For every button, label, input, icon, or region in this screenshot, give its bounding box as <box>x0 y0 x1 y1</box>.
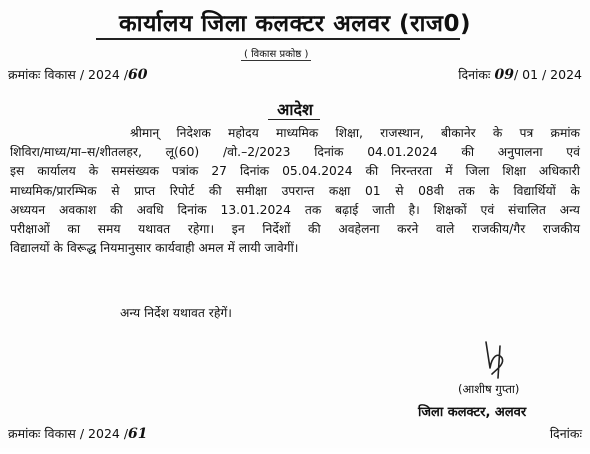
order-body-word: 05.04.2024 <box>282 164 353 179</box>
order-body-word: की <box>308 222 321 237</box>
title-underline <box>96 38 460 40</box>
order-body-word: संचालित <box>508 202 546 217</box>
date-day-handwritten: 09 <box>494 67 514 83</box>
reference-row-top <box>8 66 582 83</box>
order-body-line <box>10 143 580 162</box>
order-body-word: शिक्षा, <box>335 126 363 140</box>
order-heading: आदेश <box>277 100 313 119</box>
order-heading-underline <box>268 119 320 120</box>
order-body-word: के <box>489 183 499 198</box>
order-body-word: इन <box>231 222 245 237</box>
date-month-year: / 01 / 2024 <box>513 67 582 82</box>
order-body-word: में <box>445 164 453 179</box>
order-body-word: यथावत <box>138 222 171 237</box>
order-body-word: माध्यमिक/प्रारम्भिक <box>10 183 97 198</box>
order-body-word: करने <box>397 222 419 237</box>
order-body-word: अवधि <box>136 202 164 217</box>
reference-number-bottom <box>8 425 148 442</box>
order-body-word: निदेशक <box>176 126 211 140</box>
order-body-word: की <box>208 183 222 198</box>
office-title: कार्यालय जिला कलक्टर अलवर (राज0) <box>118 11 472 37</box>
date-label: दिनांकः <box>458 67 491 82</box>
order-body-word: दिनांक <box>177 202 207 217</box>
order-closing: अन्य निर्देश यथावत रहेगें। <box>120 306 232 320</box>
order-body-word: प्राप्त <box>134 183 156 198</box>
order-body-word: श्रीमान् <box>130 126 160 140</box>
order-body-word: माध्यमिक <box>275 126 319 140</box>
order-body-word: 27 <box>211 164 227 179</box>
order-body-word: एवं <box>566 145 580 160</box>
order-body-word: 01 <box>364 183 381 198</box>
order-body-word: इस <box>10 164 25 179</box>
order-body-word: महोदय <box>228 126 259 140</box>
order-body-word: 04.01.2024 <box>367 145 438 160</box>
order-body-word: से <box>395 183 404 198</box>
order-body-line <box>10 124 580 143</box>
order-body-word: शिक्षकों <box>433 202 467 217</box>
order-body-word: की <box>365 164 379 179</box>
order-body-word: तक <box>458 183 475 198</box>
order-body-word: रहेगा। <box>187 222 215 237</box>
order-body-word: पत्रांक <box>171 164 199 179</box>
order-body-word: अन्य <box>559 202 580 217</box>
order-body-word: परीक्षाओं <box>10 222 50 237</box>
reference-number-handwritten: 60 <box>128 67 148 83</box>
reference-number <box>8 66 148 83</box>
order-body-line <box>10 201 580 220</box>
order-body-word: लू(60) <box>165 145 200 160</box>
order-body-word: रिपोर्ट <box>169 183 195 198</box>
signature-mark <box>478 338 518 382</box>
order-body-word: दिनांक <box>314 145 344 160</box>
order-body-word: 13.01.2024 <box>220 202 291 217</box>
order-body-word: निर्देशों <box>262 222 291 237</box>
order-body-word: निरन्तरता <box>391 164 433 179</box>
order-body-line <box>10 182 580 201</box>
order-body-word: दिनांक <box>239 164 270 179</box>
order-body-word: बढ़ाई <box>335 202 359 217</box>
reference-date <box>458 66 582 83</box>
order-body-word: एवं <box>480 202 495 217</box>
reference-number-prefix-bottom: क्रमांकः विकास / 2024 / <box>8 426 129 441</box>
order-body-word: के <box>492 126 503 140</box>
reference-row-bottom <box>8 425 582 442</box>
order-body-word: तक <box>304 202 322 217</box>
order-body-word: समय <box>97 222 121 237</box>
reference-number-handwritten-bottom: 61 <box>128 426 148 442</box>
order-body-word: वाले <box>436 222 455 237</box>
bottom-crop-fade <box>0 446 590 454</box>
order-body-word: अवकाश <box>58 202 97 217</box>
order-body-word: की <box>461 145 475 160</box>
order-body-word: उपरान्त <box>281 183 315 198</box>
order-body-word: शिविरा/माध्य/मा–स/शीतलहर, <box>10 145 142 160</box>
order-body-word: के <box>570 183 580 198</box>
order-body-word: कार्यालय <box>37 164 76 179</box>
signatory-title: जिला कलक्टर, अलवर <box>418 405 527 420</box>
order-body-line <box>10 162 580 181</box>
order-body-word: अध्ययन <box>10 202 46 217</box>
order-body-word: क्रमांक <box>550 126 580 140</box>
order-body-word: कक्षा <box>328 183 351 198</box>
order-body-word: के <box>88 164 99 179</box>
order-body-word: विद्यार्थियों <box>513 183 556 198</box>
order-body-word: समीक्षा <box>236 183 267 198</box>
order-body-line <box>10 220 580 239</box>
order-body-word: अवहेलना <box>338 222 380 237</box>
order-body-word: अधिकारी <box>538 164 580 179</box>
order-body-word: से <box>111 183 120 198</box>
order-body-word: अनुपालना <box>497 145 543 160</box>
order-body-word: शिक्षा <box>502 164 526 179</box>
signatory-name: (आशीष गुप्ता) <box>458 382 520 396</box>
order-body-word: 08वी <box>418 183 444 198</box>
order-body-word: राजस्थान, <box>380 126 424 140</box>
order-body-word: की <box>110 202 123 217</box>
order-body-word: विद्यालयों के विरूद्ध नियमानुसार कार्यवाही अमल में लायी जावेगीं। <box>10 241 299 256</box>
order-body-word: बीकानेर <box>440 126 476 140</box>
order-body-word: /वो.–2/2023 <box>223 145 291 160</box>
order-body-word: जिला <box>465 164 490 179</box>
order-body-line <box>10 239 580 258</box>
order-body-word: है। <box>408 202 420 217</box>
order-body-word: राजकीय/गैर <box>472 222 526 237</box>
reference-number-prefix: क्रमांकः विकास / 2024 / <box>8 67 129 82</box>
section-tag: ( विकास प्रकोष्ठ ) <box>241 46 311 61</box>
order-body-word: राजकीय <box>542 222 580 237</box>
order-body <box>10 124 580 258</box>
order-body-word: जाती <box>372 202 395 217</box>
order-body-word: समसंख्यक <box>111 164 159 179</box>
order-body-word: का <box>67 222 81 237</box>
order-body-word: पत्र <box>519 126 534 140</box>
reference-date-bottom: दिनांकः <box>549 426 582 441</box>
